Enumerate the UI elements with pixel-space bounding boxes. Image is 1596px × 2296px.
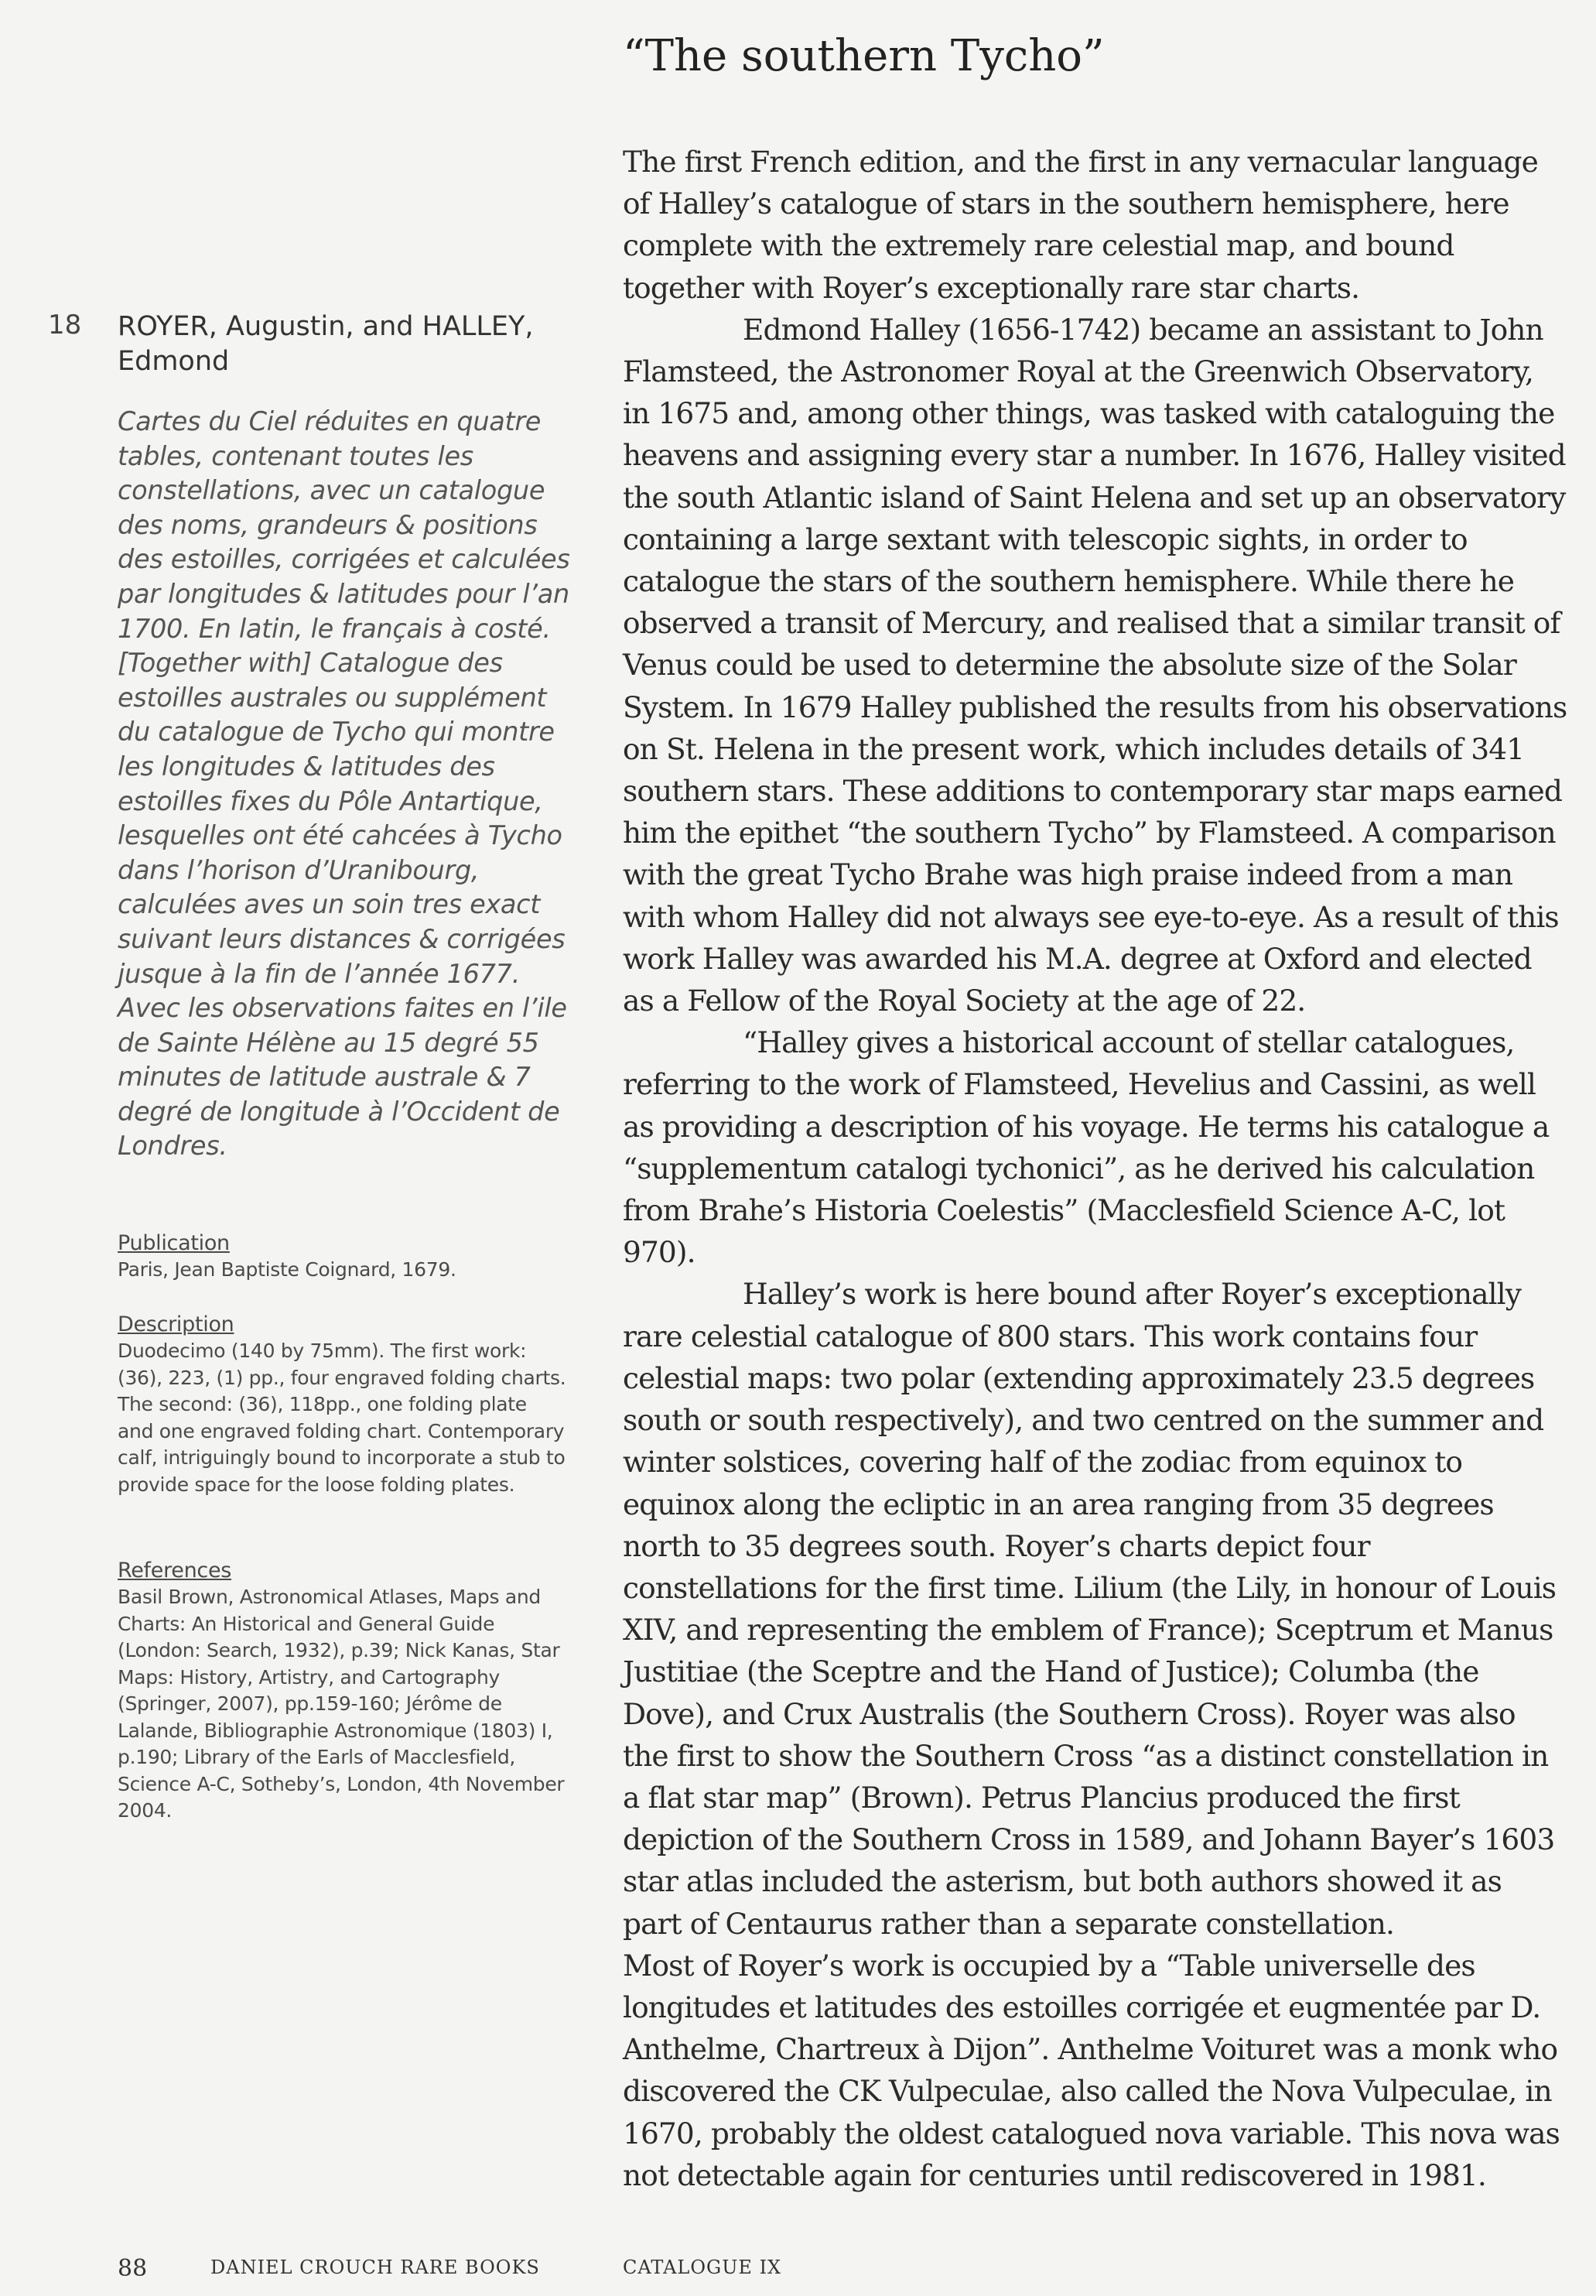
publication-text: Paris, Jean Baptiste Coignard, 1679.	[118, 1258, 456, 1281]
body-paragraph-2: Edmond Halley (1656-1742) became an assistant to John Flamsteed, the Astronomer Royal at the Greenwich Observatory, in 1675 and, among other things, was tasked with cataloguing the heavens and assigning every star a number. In 1676, Halley visited the south Atlantic island of Saint Helena and set up an observatory containing a large sextant with telescopic sights, in order to catalogue the stars of the southern hemisphere. While there he observed a transit of Mercury, and realised that a similar transit of Venus could be used to determine the absolute size of the Solar System. In 1679 Halley published the results from his observations on St. Helena in the present work, which includes details of 341 southern stars. These additions to contemporary star maps earned him the epithet “the southern Tycho” by Flamsteed. A comparison with the great Tycho Brahe was high praise indeed from a man with whom Halley did not always see eye-to-eye. As a result of this work Halley was awarded his M.A. degree at Oxford and elected as a Fellow of the Royal Society at the age of 22.	[623, 312, 1567, 1018]
body-paragraph-1: The first French edition, and the first in any vernacular language of Halley’s catalogue of stars in the southern hemisphere, here complete with the extremely rare celestial map, and bound together with Royer’s exceptionally rare star charts.	[623, 145, 1538, 305]
body-paragraph-3: “Halley gives a historical account of stellar catalogues, referring to the work of Flamsteed, Hevelius and Cassini, as well as providing a description of his voyage. He terms his catalogue a “supplementum catalogi tychonici”, as he derived his calculation from Brahe’s Historia Coelestis” (Macclesfield Science A-C, lot 970).	[623, 1025, 1550, 1270]
page-heading: “The southern Tycho”	[623, 31, 1105, 81]
description-text: Duodecimo (140 by 75mm). The first work: (36), 223, (1) pp., four engraved folding charts. The second: (36), 118pp., one folding plate and one engraved folding chart. Contemporary calf, intriguingly bound to incorporate a stub to provide space for the loose folding plates.	[118, 1340, 566, 1496]
lot-number: 18	[48, 310, 82, 340]
body-paragraph-5: Most of Royer’s work is occupied by a “Table universelle des longitudes et latitudes des estoilles corrigée et eugmentée par D. Anthelme, Chartreux à Dijon”. Anthelme Voituret was a monk who discovered the CK Vulpeculae, also called the Nova Vulpeculae, in 1670, probably the oldest catalogued nova variable. This nova was not detectable again for centuries until rediscovered in 1981.	[623, 1948, 1560, 2192]
references-heading: References	[118, 1559, 232, 1583]
article-body	[623, 141, 1568, 2196]
lot-author: ROYER, Augustin, and HALLEY, Edmond	[118, 311, 534, 377]
references-text: Basil Brown, Astronomical Atlases, Maps and Charts: An Historical and General Guide (London: Search, 1932), p.39; Nick Kanas, Star Maps: History, Artistry, and Cartography (Springer, 2007), pp.159-160; Jérôme de Lalande, Bibliographie Astronomique (1803) I, p.190; Library of the Earls of Macclesfield, Science A-C, Sotheby’s, London, 4th November 2004.	[118, 1586, 565, 1822]
page-number: 88	[118, 2255, 148, 2282]
lot-title: Cartes du Ciel réduites en quatre tables, contenant toutes les constellations, avec un catalogue des noms, grandeurs & positions des estoilles, corrigées et calculées par longitudes & latitudes pour l’an 1700. En latin, le français à costé. [Together with] Catalogue des estoilles australes ou supplément du catalogue de Tycho qui montre les longitudes & latitudes des estoilles fixes du Pôle Antartique, lesquelles ont été cahcées à Tycho dans l’horison d’Uranibourg, calculées aves un soin tres exact suivant leurs distances & corrigées jusque à la fin de l’année 1677. Avec les observations faites en l’ile de Sainte Hélène au 15 degré 55 minutes de latitude australe & 7 degré de longitude à l’Occident de Londres.	[118, 406, 570, 1162]
lot-sidebar	[0, 0, 588, 2296]
footer-publisher: DANIEL CROUCH RARE BOOKS	[210, 2257, 540, 2278]
references-section	[118, 1558, 566, 1825]
footer-catalogue: CATALOGUE IX	[623, 2257, 782, 2278]
publication-heading: Publication	[118, 1231, 230, 1255]
publication-section	[118, 1230, 566, 1284]
description-section	[118, 1312, 566, 1498]
description-heading: Description	[118, 1312, 234, 1336]
body-paragraph-4: Halley’s work is here bound after Royer’s exceptionally rare celestial catalogue of 800 stars. This work contains four celestial maps: two polar (extending approximately 23.5 degrees south or south respectively), and two centred on the summer and winter solstices, covering half of the zodiac from equinox to equinox along the ecliptic in an area ranging from 35 degrees north to 35 degrees south. Royer’s charts depict four constellations for the first time. Lilium (the Lily, in honour of Louis XIV, and representing the emblem of France); Sceptrum et Manus Justitiae (the Sceptre and the Hand of Justice); Columba (the Dove), and Crux Australis (the Southern Cross). Royer was also the first to show the Southern Cross “as a distinct constellation in a flat star map” (Brown). Petrus Plancius produced the first depiction of the Southern Cross in 1589, and Johann Bayer’s 1603 star atlas included the asterism, but both authors showed it as part of Centaurus rather than a separate constellation.	[623, 1277, 1557, 1941]
